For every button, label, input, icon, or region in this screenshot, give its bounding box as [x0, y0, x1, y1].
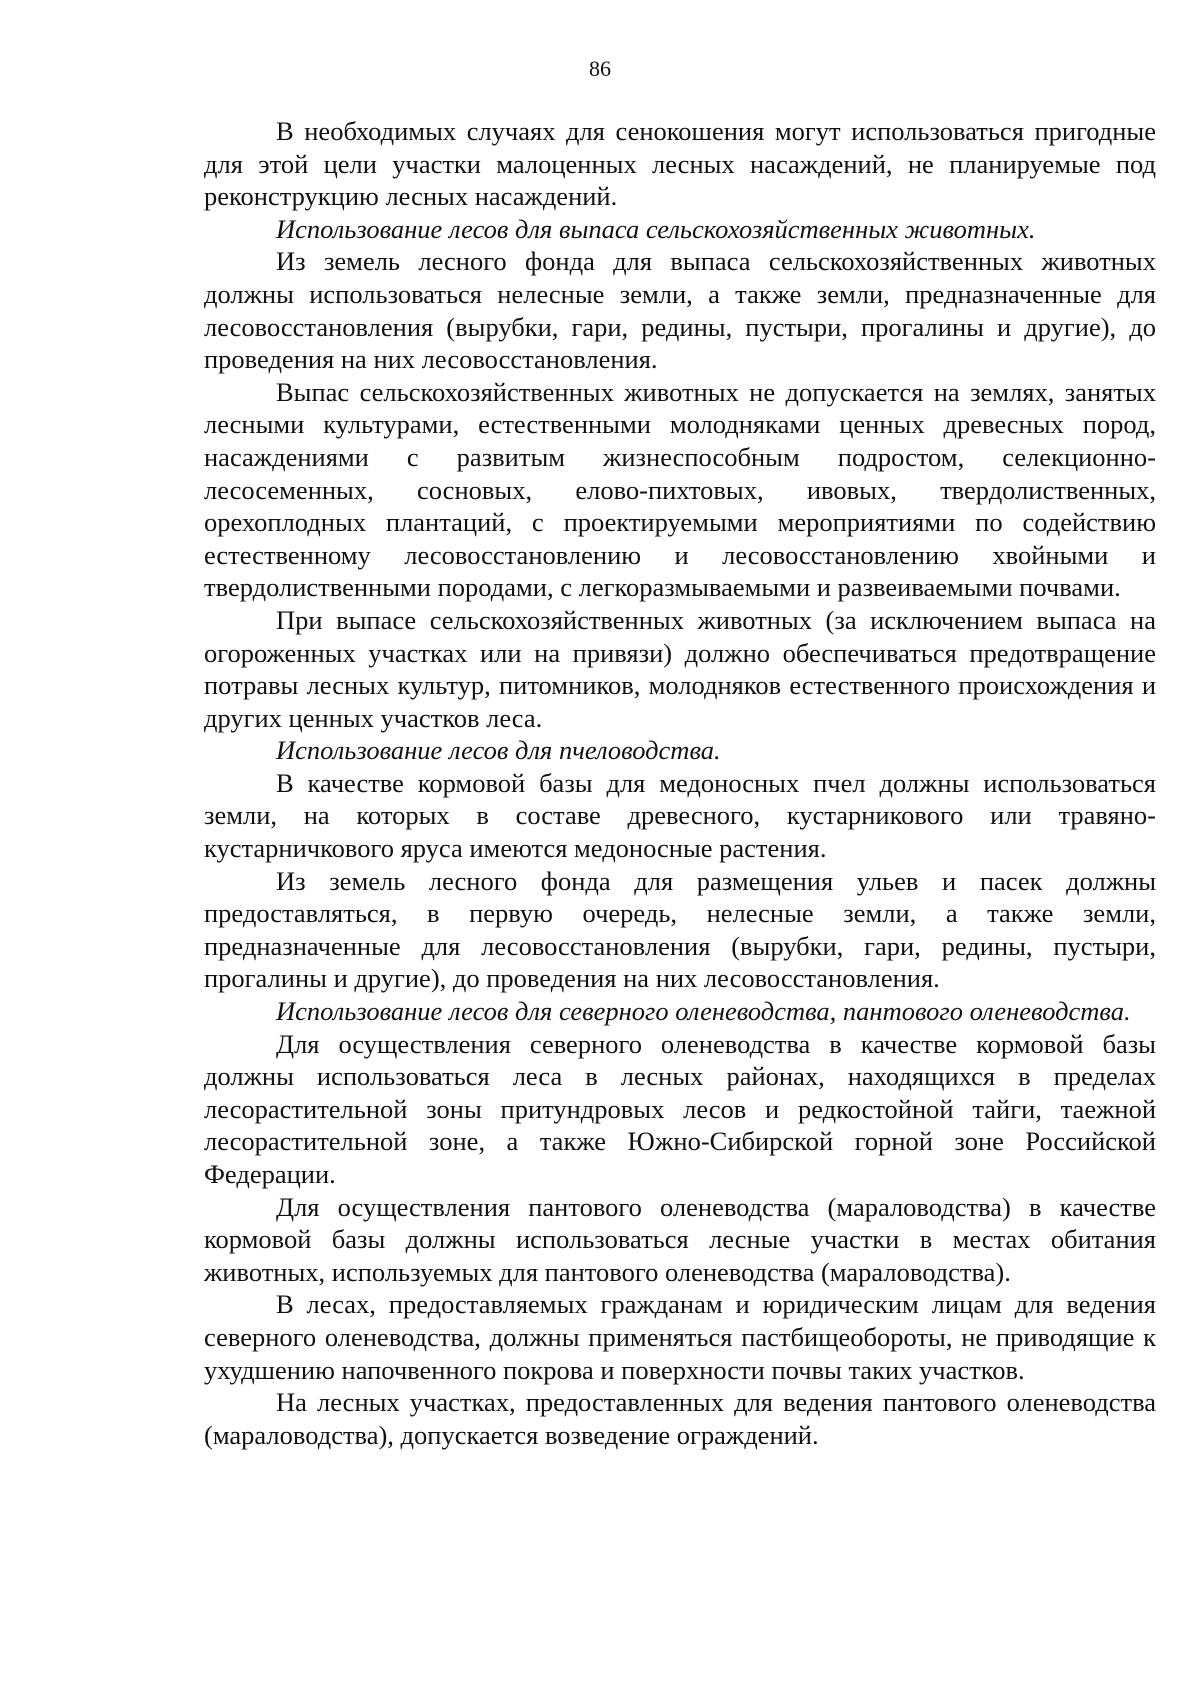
- document-body: [204, 115, 1156, 1451]
- paragraph-fencing: На лесных участках, предоставленных для ведения пантового оленеводства (мараловодства), допускается возведение ограждений.: [204, 1387, 1156, 1450]
- paragraph-bee-forage: В качестве кормовой базы для медоносных пчел должны использоваться земли, на которых в составе древесного, кустарникового или травяно-кустарничкового яруса имеются медоносные растения.: [204, 767, 1156, 864]
- paragraph-reindeer-forage: Для осуществления северного оленеводства в качестве кормовой базы должны использоваться леса в лесных районах, находящихся в пределах лесорастительной зоны притундровых лесов и редкостойной тайги, таежной лесорастительной зоне, а также Южно-Сибирской горной зоне Российской Федерации.: [204, 1028, 1156, 1189]
- paragraph-apiary-lands: Из земель лесного фонда для размещения ульев и пасек должны предоставляться, в первую очередь, нелесные земли, а также земли, предназначенные для лесовосстановления (вырубки, гари, редины, пустыри, прогалины и другие), до проведения на них лесовосстановления.: [204, 865, 1156, 994]
- paragraph-grazing-restrictions: Выпас сельскохозяйственных животных не допускается на землях, занятых лесными культурами, естественными молодняками ценных древесных пород, насаждениями с развитым жизнеспособным подростом, селекционно-лесосеменных, сосновых, елово-пихтовых, ивовых, твердолиственных, орехоплодных плантаций, с проектируемыми мероприятиями по содействию естественному лесовосстановлению и лесовосстановлению хвойными и твердолиственными породами, с легкоразмываемыми и развеиваемыми почвами.: [204, 376, 1156, 603]
- paragraph-grazing-lands: Из земель лесного фонда для выпаса сельскохозяйственных животных должны использоваться нелесные земли, а также земли, предназначенные для лесовосстановления (вырубки, гари, редины, пустыри, прогалины и другие), до проведения на них лесовосстановления.: [204, 246, 1156, 375]
- paragraph-pasture-rotation: В лесах, предоставляемых гражданам и юридическим лицам для ведения северного оленеводства, должны применяться пастбищеобороты, не приводящие к ухудшению напочвенного покрова и поверхности почвы таких участков.: [204, 1289, 1156, 1385]
- paragraph-hay-mowing: В необходимых случаях для сенокошения могут использоваться пригодные для этой цели участки малоценных лесных насаждений, не планируемые под реконструкцию лесных насаждений.: [204, 116, 1156, 212]
- section-heading-grazing: Использование лесов для выпаса сельскохозяйственных животных.: [276, 213, 1036, 244]
- section-heading-beekeeping: Использование лесов для пчеловодства.: [276, 735, 721, 766]
- paragraph-antler-deer-forage: Для осуществления пантового оленеводства (мараловодства) в качестве кормовой базы должны использоваться лесные участки в местах обитания животных, используемых для пантового оленеводства (мараловодства).: [204, 1191, 1156, 1287]
- section-heading-reindeer: Использование лесов для северного оленеводства, пантового оленеводства.: [276, 996, 1131, 1027]
- paragraph-grazing-protection: При выпасе сельскохозяйственных животных (за исключением выпаса на огороженных участках или на привязи) должно обеспечиваться предотвращение потравы лесных культур, питомников, молодняков естественного происхождения и других ценных участков леса.: [204, 604, 1156, 733]
- page-number: 86: [589, 56, 611, 81]
